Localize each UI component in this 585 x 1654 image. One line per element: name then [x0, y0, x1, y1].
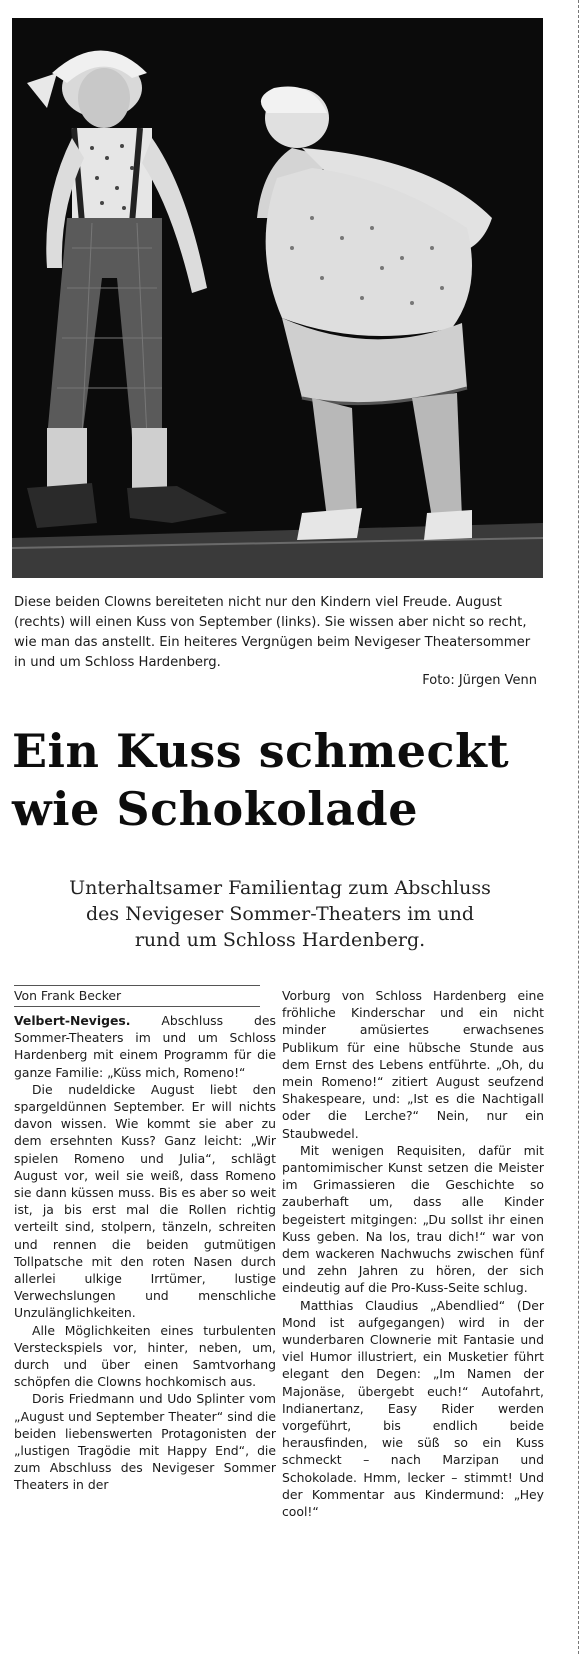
subhead-line-2: des Nevigeser Sommer-Theaters im und: [86, 903, 474, 925]
paragraph-4: Doris Friedmann und Udo Splinter vom „August und September Theater“ sind die beiden liebenswerten Protagonisten der „lustigen Tragödie mit Happy End“, die zum Abschluss des Nevigeser Sommer Theaters in der: [14, 1391, 276, 1493]
paragraph-3: Alle Möglichkeiten eines turbulenten Versteckspiels vor, hinter, neben, um, durch und über einen Samtvorhang schöpfen die Clowns hochkomisch aus.: [14, 1322, 276, 1390]
article-column-left: [14, 1012, 276, 1494]
author-byline: Von Frank Becker: [14, 985, 260, 1007]
headline: [12, 722, 552, 838]
dateline: Velbert-Neviges.: [14, 1013, 131, 1028]
subhead-line-3: rund um Schloss Hardenberg.: [134, 929, 426, 951]
subheadline: [20, 875, 540, 953]
paragraph-5: Vorburg von Schloss Hardenberg eine fröhliche Kinderschar und ein nicht minder amüsiertes erwachsenes Publikum für eine hübsche Stunde aus dem Ernst des Lebens entführte. „Oh, du mein Romeno!“ zitiert August seufzend Shakespeare, und: „Ist es die Nachtigall oder die Lerche?“ Nein, nur ein Staubwedel.: [282, 988, 544, 1141]
article-column-right: [282, 987, 544, 1520]
photo-two-clowns: [12, 18, 543, 578]
paragraph-7: Matthias Claudius „Abendlied“ (Der Mond ist aufgegangen) wird in der wunderbaren Clownerie mit Fantasie und viel Humor illustriert, ein Musketier führt elegant den Degen: „Im Namen der Majonäse, übergebt euch!“ Autofahrt, Indianertanz, Easy Rider werden vorgeführt, bis endlich beide herausfinden, wie süß so ein Kuss schmeckt – nach Marzipan und Schokolade. Hmm, lecker – stimmt! Und der Kommentar aus Kindermund: „Hey cool!“: [282, 1297, 544, 1520]
paragraph-2: Die nudeldicke August liebt den spargeldünnen September. Er will nichts davon wissen. Wie kommt sie aber zu dem ersehnten Kuss? Ganz leicht: „Wir spielen Romeno und Julia“, schlägt August vor, weil sie weiß, dass Romeno sie dann küssen muss. Bis es aber so weit ist, ja bis erst mal die Rollen richtig verteilt sind, stolpern, tänzeln, schreiten und rennen die beiden gutmütigen Tollpatsche mit den roten Nasen durch allerlei ulkige Irrtümer, lustige Verwechslungen und menschliche Unzulänglichkeiten.: [14, 1081, 276, 1321]
photo-caption: [14, 593, 544, 673]
paragraph-1-text: Abschluss des Sommer-Theaters im und um Schloss Hardenberg mit einem Programm für die ganze Familie: „Küss mich, Romeno!“: [14, 1013, 276, 1080]
paragraph-6: Mit wenigen Requisiten, dafür mit pantomimischer Kunst setzen die Meister im Grimassieren die Geschichte so zauberhaft um, dass alle Kinder begeistert mitgingen: „Du sollst ihr einen Kuss geben. Na los, trau dich!“ war von dem wackeren Nachwuchs zwischen fünf und zehn Jahren zu hören, der sich eindeutig auf die Pro-Kuss-Seite schlug.: [282, 1142, 544, 1296]
headline-line-2: wie Schokolade: [12, 782, 418, 836]
caption-text: Diese beiden Clowns bereiteten nicht nur den Kindern viel Freude. August (rechts) will einen Kuss von September (links). Sie wissen aber nicht so recht, wie man das anstellt. Ein heiteres Vergnügen beim Nevigeser Theatersommer in und um Schloss Hardenberg.: [14, 595, 531, 670]
photo-credit: Foto: Jürgen Venn: [422, 673, 537, 688]
clowns-photo-icon: [12, 18, 543, 578]
subhead-line-1: Unterhaltsamer Familientag zum Abschluss: [69, 877, 491, 899]
headline-line-1: Ein Kuss schmeckt: [12, 724, 510, 778]
paragraph-1: [14, 1012, 276, 1081]
torn-edge: [578, 0, 579, 1654]
